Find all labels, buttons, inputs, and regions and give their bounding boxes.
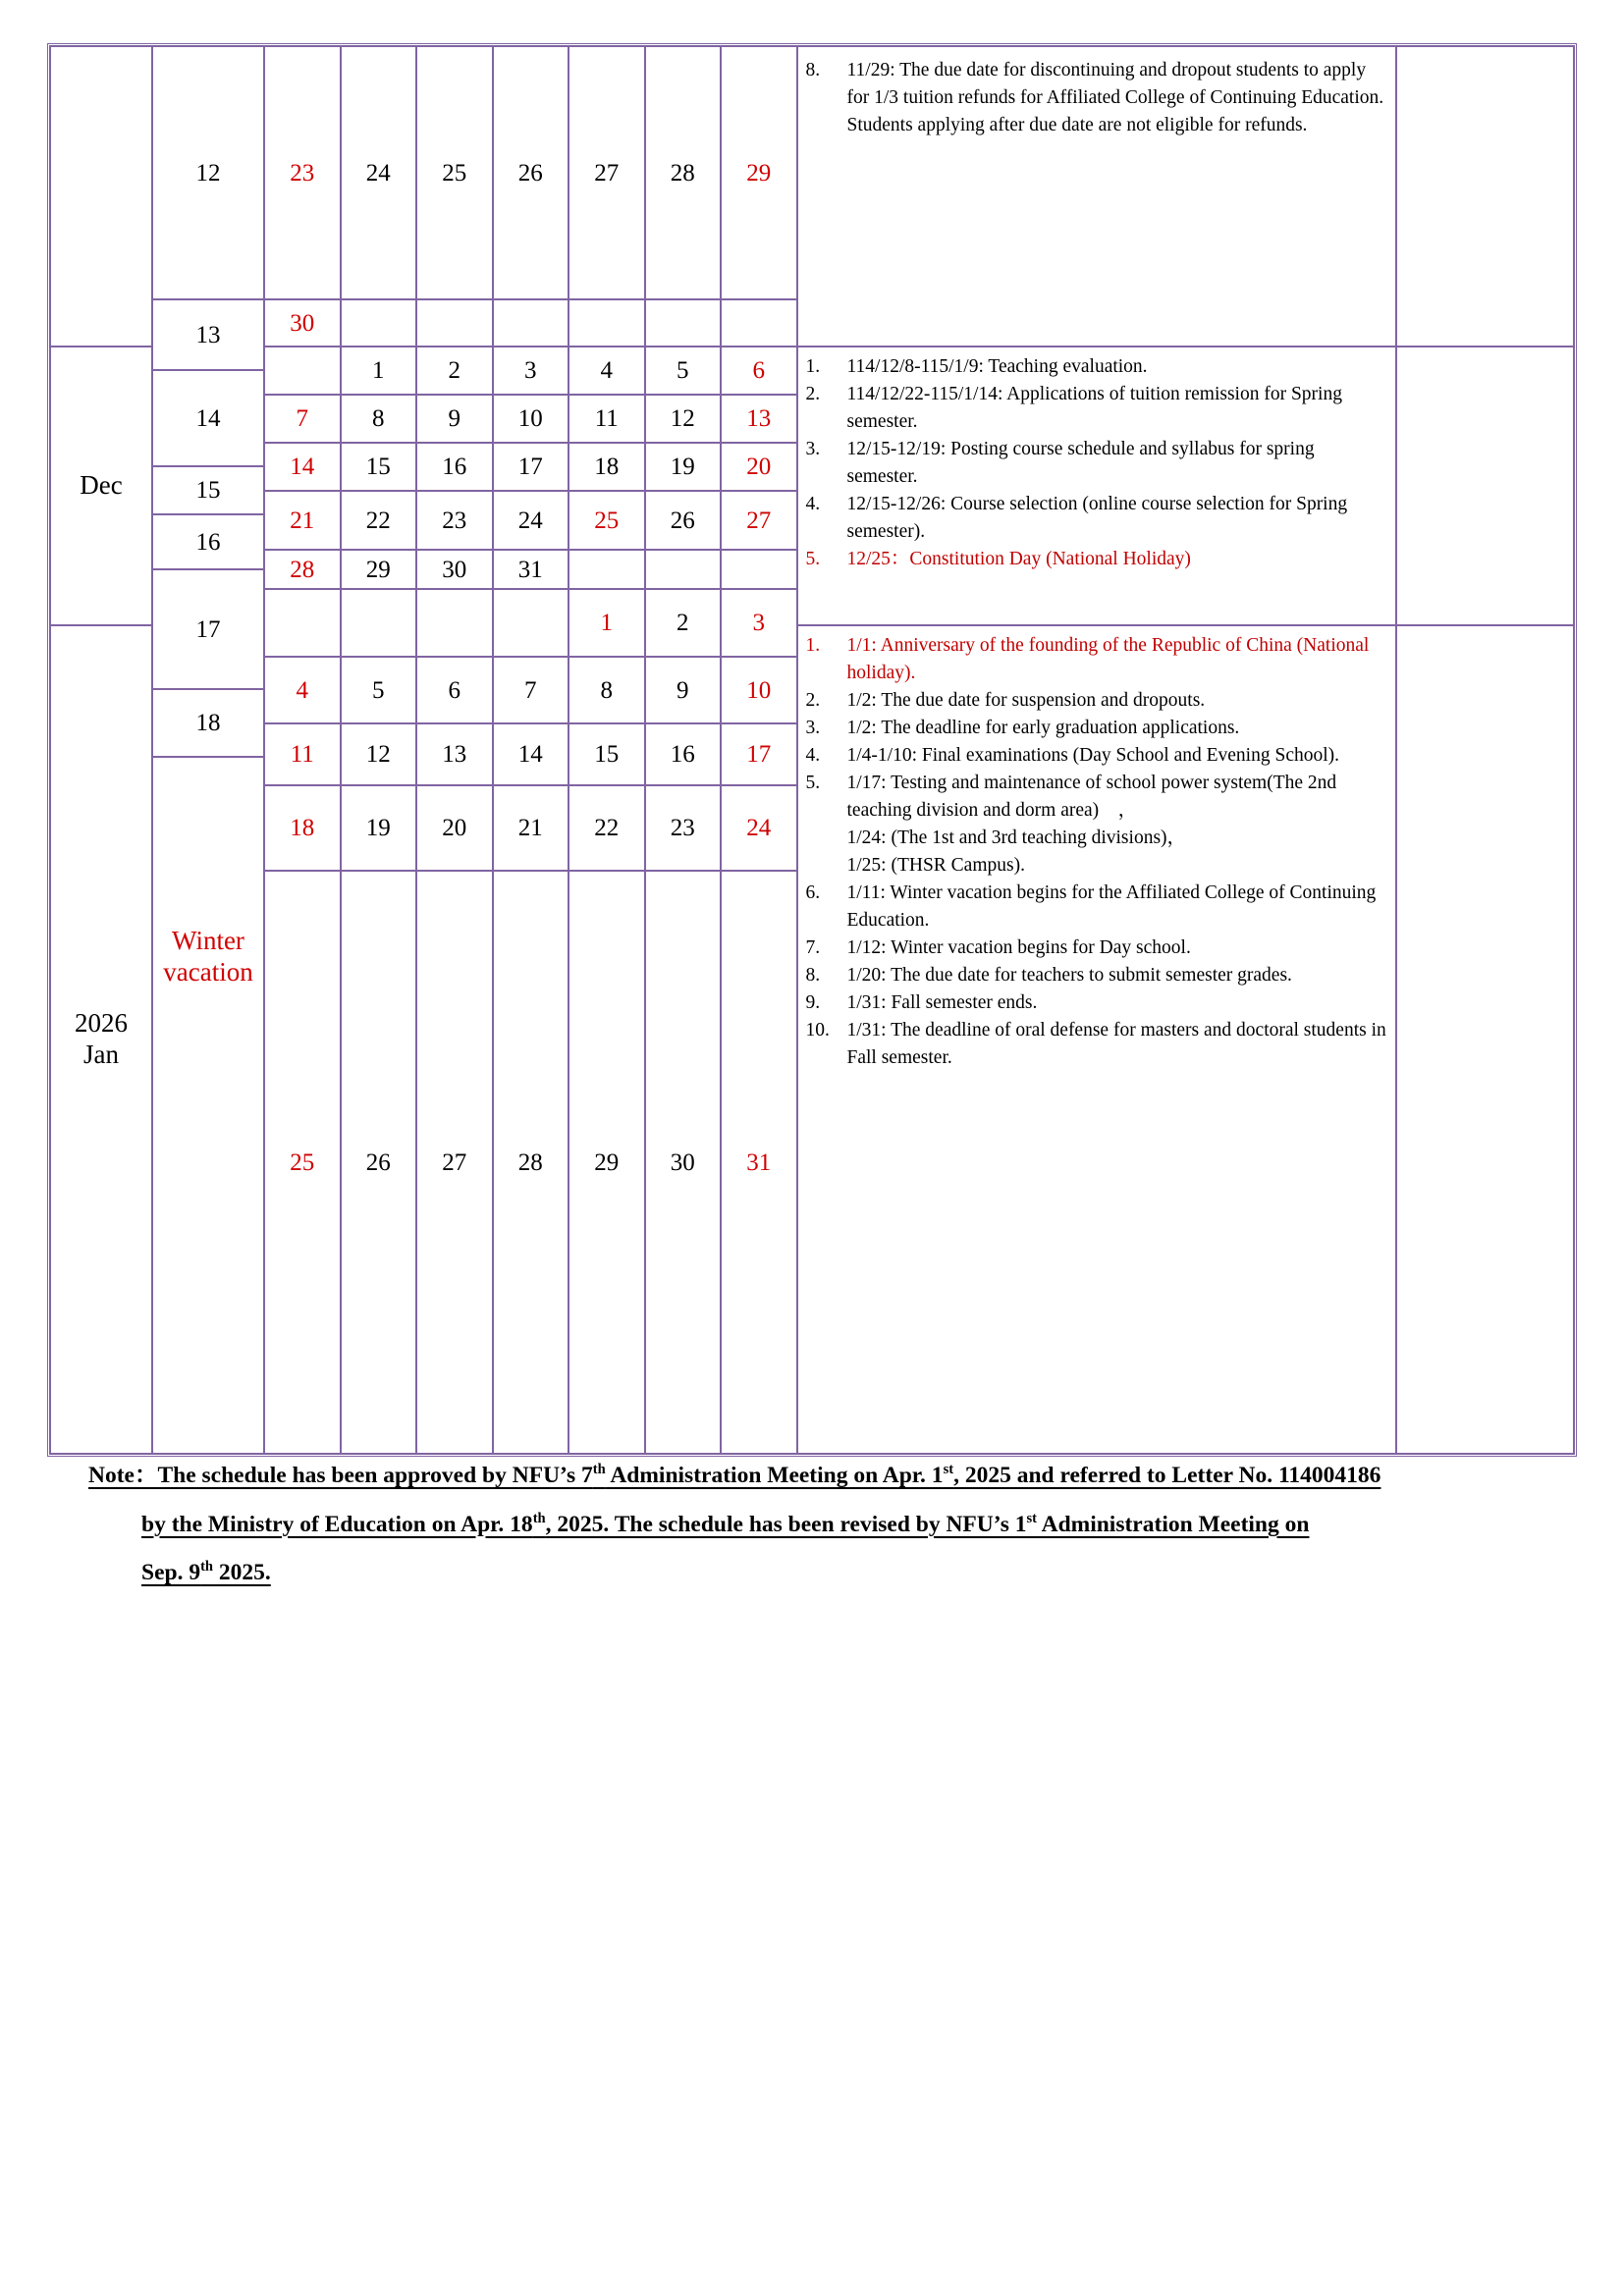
day-cell[interactable]	[645, 871, 722, 1454]
day-number: 31	[746, 1148, 772, 1176]
day-cell[interactable]	[341, 443, 417, 491]
day-cell[interactable]	[568, 395, 645, 443]
note-text: 1/24: (The 1st and 3rd teaching divisions)，	[846, 827, 1187, 848]
day-number: 23	[670, 815, 695, 841]
note-item	[806, 880, 1389, 934]
month-block-nov	[50, 46, 152, 347]
note-text: 1/12: Winter vacation begins for Day school.	[846, 936, 1191, 958]
day-cell[interactable]	[568, 491, 645, 550]
note-index: 5.	[805, 772, 821, 793]
note-index	[806, 825, 847, 852]
note-text: 12/15-12/19: Posting course schedule and syllabus for spring semester.	[846, 438, 1315, 487]
week-number: 12	[195, 159, 221, 187]
day-cell[interactable]	[416, 491, 493, 550]
day-cell[interactable]	[341, 395, 417, 443]
note-item	[806, 852, 1389, 880]
day-number: 1	[372, 357, 385, 384]
notes-block-nov	[797, 46, 1396, 347]
day-cell[interactable]	[645, 46, 722, 299]
day-number: 2	[677, 610, 689, 636]
day-cell[interactable]	[416, 723, 493, 785]
winter-vacation-line2: vacation	[163, 957, 253, 988]
week-cell-17	[152, 569, 264, 689]
footer-line2-sup2: st	[1026, 1510, 1038, 1526]
day-number: 9	[677, 676, 689, 704]
note-index: 1.	[805, 356, 821, 377]
month-block-dec	[50, 347, 152, 625]
day-number: 26	[365, 1148, 391, 1176]
day-cell[interactable]	[341, 46, 417, 299]
day-cell[interactable]	[568, 589, 645, 657]
note-index: 9.	[805, 991, 821, 1013]
day-cell[interactable]	[568, 550, 645, 589]
week-cell-14	[152, 370, 264, 466]
note-index: 6.	[805, 881, 821, 903]
note-item	[806, 715, 1389, 742]
week-number: 18	[195, 710, 221, 736]
day-number: 27	[746, 507, 772, 534]
day-cell[interactable]	[493, 491, 569, 550]
note-text: 1/25: (THSR Campus).	[846, 854, 1025, 876]
week-number: 14	[195, 404, 221, 432]
day-cell[interactable]	[493, 299, 569, 347]
day-cell[interactable]	[493, 550, 569, 589]
day-number: 28	[290, 556, 315, 583]
footer-line-3	[47, 1559, 1579, 1585]
week-number: 15	[195, 477, 221, 504]
day-cell[interactable]	[721, 491, 797, 550]
notes-block-dec	[797, 347, 1396, 625]
note-item	[806, 742, 1389, 770]
day-number: 20	[442, 815, 467, 841]
winter-vacation-label	[163, 925, 252, 988]
day-number: 11	[290, 741, 314, 768]
day-cell[interactable]	[645, 723, 722, 785]
day-cell[interactable]	[645, 589, 722, 657]
day-number: 24	[365, 159, 391, 187]
day-number: 8	[372, 405, 385, 432]
note-text: 12/15-12/26: Course selection (online course selection for Spring semester).	[846, 493, 1348, 542]
day-number: 24	[517, 507, 543, 534]
day-number: 11	[594, 405, 619, 432]
note-index: 2.	[805, 689, 821, 711]
day-cell[interactable]	[493, 657, 569, 723]
day-cell[interactable]	[721, 347, 797, 395]
day-cell[interactable]	[568, 871, 645, 1454]
day-cell[interactable]	[493, 347, 569, 395]
day-cell[interactable]	[416, 657, 493, 723]
note-text: 114/12/8-115/1/9: Teaching evaluation.	[846, 356, 1148, 377]
day-number: 27	[442, 1148, 467, 1176]
day-number: 2	[448, 357, 460, 384]
day-number: 4	[296, 676, 308, 704]
tail-cell-jan	[1396, 625, 1575, 1454]
day-cell[interactable]	[568, 443, 645, 491]
note-text: 11/29: The due date for discontinuing and dropout students to apply for 1/3 tuition refunds for Affiliated College of Continuing Education. Students applying after due date are not eligible for refunds.	[846, 60, 1384, 135]
day-cell[interactable]	[721, 299, 797, 347]
day-cell[interactable]	[568, 299, 645, 347]
day-cell[interactable]	[493, 589, 569, 657]
note-index: 4.	[805, 493, 821, 514]
day-number: 24	[746, 815, 772, 841]
footer-line1-a: Note：The schedule has been approved by NFU’s 7	[88, 1463, 593, 1488]
day-cell[interactable]	[264, 443, 341, 491]
note-text: 1/1: Anniversary of the founding of the Republic of China (National holiday).	[846, 635, 1370, 683]
day-cell[interactable]	[645, 443, 722, 491]
footer-line2-a: by the Ministry of Education on Apr. 18	[141, 1511, 533, 1537]
day-number: 16	[670, 741, 695, 768]
day-cell[interactable]	[416, 347, 493, 395]
day-cell[interactable]	[721, 46, 797, 299]
day-number: 28	[670, 159, 695, 187]
note-index: 8.	[805, 60, 821, 80]
day-cell[interactable]	[341, 299, 417, 347]
note-item	[806, 57, 1389, 139]
day-cell[interactable]	[645, 347, 722, 395]
week-cell-16	[152, 514, 264, 569]
day-number: 17	[746, 741, 772, 768]
note-text: 1/2: The deadline for early graduation applications.	[846, 717, 1240, 738]
day-cell[interactable]	[721, 550, 797, 589]
day-number: 26	[517, 159, 543, 187]
note-item	[806, 436, 1389, 491]
week-number: 17	[195, 615, 221, 643]
footer-line2-sup1: th	[532, 1510, 546, 1526]
day-number: 22	[365, 507, 391, 534]
calendar-table	[47, 43, 1577, 1457]
day-cell[interactable]	[341, 723, 417, 785]
day-number: 30	[670, 1148, 695, 1176]
day-number: 8	[600, 676, 613, 704]
footer-line-1	[47, 1462, 1579, 1488]
month-label-year: 2026	[75, 1008, 128, 1039]
week-number: 13	[195, 321, 221, 348]
day-number: 16	[442, 454, 467, 480]
day-cell[interactable]	[416, 46, 493, 299]
note-item	[806, 381, 1389, 436]
day-number: 15	[594, 741, 620, 768]
day-number: 18	[290, 815, 315, 841]
note-item	[806, 962, 1389, 989]
week-cell-13	[152, 299, 264, 370]
note-text: 114/12/22-115/1/14: Applications of tuition remission for Spring semester.	[846, 383, 1342, 432]
day-number: 15	[365, 454, 391, 480]
day-cell[interactable]	[568, 785, 645, 871]
day-number: 27	[594, 159, 620, 187]
day-number: 7	[524, 676, 537, 704]
day-number: 12	[670, 405, 695, 432]
day-cell[interactable]	[568, 657, 645, 723]
day-number: 10	[517, 405, 543, 432]
day-cell[interactable]	[721, 723, 797, 785]
day-number: 19	[670, 454, 695, 480]
day-number: 13	[746, 405, 772, 432]
week-cell-18	[152, 689, 264, 757]
day-number: 3	[524, 357, 537, 384]
day-number: 31	[517, 556, 543, 583]
day-number: 23	[290, 159, 315, 187]
note-text: 1/31: The deadline of oral defense for masters and doctoral students in Fall semester.	[846, 1019, 1386, 1068]
day-cell[interactable]	[493, 395, 569, 443]
day-number: 5	[677, 357, 689, 384]
day-cell[interactable]	[721, 589, 797, 657]
day-number: 10	[746, 676, 772, 704]
day-number: 28	[517, 1148, 543, 1176]
day-number: 30	[290, 309, 315, 337]
note-item	[806, 825, 1389, 852]
note-index	[806, 852, 847, 880]
note-item	[806, 353, 1389, 381]
day-number: 6	[448, 676, 460, 704]
day-number: 4	[600, 357, 613, 384]
day-cell[interactable]	[493, 443, 569, 491]
notes-block-jan	[797, 625, 1396, 1454]
day-cell[interactable]	[416, 785, 493, 871]
note-text: 1/2: The due date for suspension and dropouts.	[846, 689, 1206, 711]
note-item	[806, 989, 1389, 1017]
note-index: 3.	[805, 717, 821, 738]
footer-line3-a: Sep. 9	[141, 1560, 201, 1585]
day-cell[interactable]	[721, 871, 797, 1454]
footer-note	[47, 1462, 1579, 1611]
day-cell[interactable]	[341, 347, 417, 395]
footer-line3-b: 2025.	[213, 1560, 271, 1585]
note-index: 7.	[805, 936, 821, 958]
day-number: 19	[365, 815, 391, 841]
day-cell[interactable]	[416, 589, 493, 657]
day-cell[interactable]	[645, 550, 722, 589]
day-cell[interactable]	[341, 550, 417, 589]
day-number: 25	[442, 159, 467, 187]
day-cell[interactable]	[645, 491, 722, 550]
day-cell[interactable]	[416, 550, 493, 589]
day-cell[interactable]	[645, 299, 722, 347]
day-number: 12	[365, 741, 391, 768]
month-label	[75, 1008, 128, 1071]
day-number: 14	[290, 454, 315, 480]
footer-line3-sup: th	[200, 1559, 214, 1575]
day-cell[interactable]	[416, 395, 493, 443]
day-number: 7	[296, 405, 308, 432]
month-label-name: Jan	[83, 1040, 119, 1069]
day-cell[interactable]	[264, 785, 341, 871]
day-cell[interactable]	[264, 871, 341, 1454]
note-text: 1/11: Winter vacation begins for the Affiliated College of Continuing Education.	[846, 881, 1377, 931]
note-item	[806, 1017, 1389, 1072]
day-number: 29	[746, 159, 772, 187]
tail-cell-dec	[1396, 347, 1575, 625]
day-number: 3	[752, 610, 765, 636]
day-number: 21	[517, 815, 543, 841]
note-index: 1.	[805, 635, 821, 656]
footer-line1-b: Administration Meeting on Apr. 1	[605, 1463, 944, 1488]
winter-vacation-line1: Winter	[172, 926, 244, 955]
day-number: 17	[517, 454, 543, 480]
day-cell[interactable]	[721, 785, 797, 871]
day-cell[interactable]	[341, 589, 417, 657]
note-index: 8.	[805, 964, 821, 986]
day-cell[interactable]	[493, 46, 569, 299]
day-cell[interactable]	[264, 657, 341, 723]
day-cell[interactable]	[416, 443, 493, 491]
day-cell[interactable]	[341, 491, 417, 550]
day-number: 13	[442, 741, 467, 768]
day-number: 18	[594, 454, 620, 480]
day-cell[interactable]	[645, 395, 722, 443]
day-cell[interactable]	[341, 785, 417, 871]
week-cell-15	[152, 466, 264, 514]
day-cell[interactable]	[264, 299, 341, 347]
footer-line1-sup1: th	[592, 1462, 606, 1478]
footer-line-2	[47, 1510, 1579, 1537]
tail-cell-nov	[1396, 46, 1575, 347]
note-text: 1/31: Fall semester ends.	[846, 991, 1038, 1013]
footer-line1-sup2: st	[943, 1462, 954, 1478]
month-label: Dec	[80, 470, 123, 501]
note-text: 1/20: The due date for teachers to submit semester grades.	[846, 964, 1292, 986]
note-item	[806, 770, 1389, 825]
footer-line2-c: Administration Meeting on	[1037, 1511, 1310, 1537]
note-item	[806, 934, 1389, 962]
day-number: 25	[594, 507, 620, 534]
day-cell[interactable]	[493, 723, 569, 785]
note-item	[806, 491, 1389, 546]
note-index: 2.	[805, 383, 821, 404]
day-cell[interactable]	[264, 723, 341, 785]
day-number: 29	[365, 556, 391, 583]
day-number: 25	[290, 1148, 315, 1176]
day-number: 22	[594, 815, 620, 841]
day-cell[interactable]	[568, 723, 645, 785]
day-number: 14	[517, 741, 543, 768]
day-number: 1	[600, 610, 613, 636]
footer-line1-c: , 2025 and referred to Letter No. 114004186	[953, 1463, 1381, 1488]
day-cell[interactable]	[264, 46, 341, 299]
day-cell[interactable]	[341, 871, 417, 1454]
calendar-grid	[50, 46, 1574, 1454]
day-number: 30	[442, 556, 467, 583]
day-number: 5	[372, 676, 385, 704]
note-text: 12/25：Constitution Day (National Holiday)	[846, 548, 1191, 569]
day-number: 9	[448, 405, 460, 432]
note-text: 1/4-1/10: Final examinations (Day School and Evening School).	[846, 744, 1340, 766]
day-cell[interactable]	[721, 395, 797, 443]
day-number: 20	[746, 454, 772, 480]
note-text: 1/17: Testing and maintenance of school power system(The 2nd teaching division and dorm area) ，	[846, 772, 1337, 821]
note-index: 3.	[805, 438, 821, 459]
day-number: 21	[290, 507, 315, 534]
month-block-jan	[50, 625, 152, 1454]
footer-line2-b: , 2025. The schedule has been revised by NFU’s 1	[545, 1511, 1027, 1537]
note-item	[806, 687, 1389, 715]
day-number: 6	[752, 357, 765, 384]
day-cell[interactable]	[568, 46, 645, 299]
note-item	[806, 632, 1389, 687]
day-number: 29	[594, 1148, 620, 1176]
week-cell-12	[152, 46, 264, 299]
day-cell[interactable]	[493, 785, 569, 871]
day-cell[interactable]	[416, 871, 493, 1454]
day-cell[interactable]	[645, 657, 722, 723]
winter-vacation-cell	[152, 757, 264, 1454]
day-cell[interactable]	[416, 299, 493, 347]
day-cell[interactable]	[341, 657, 417, 723]
week-number: 16	[195, 528, 221, 556]
day-cell[interactable]	[264, 347, 341, 395]
day-cell[interactable]	[493, 871, 569, 1454]
day-cell[interactable]	[264, 491, 341, 550]
day-cell[interactable]	[721, 443, 797, 491]
day-cell[interactable]	[721, 657, 797, 723]
day-number: 26	[670, 507, 695, 534]
day-cell[interactable]	[264, 395, 341, 443]
note-item	[806, 546, 1389, 573]
note-index: 4.	[805, 744, 821, 766]
note-index: 10.	[805, 1019, 830, 1041]
day-cell[interactable]	[264, 550, 341, 589]
day-cell[interactable]	[645, 785, 722, 871]
day-cell[interactable]	[264, 589, 341, 657]
note-index: 5.	[805, 548, 821, 569]
day-cell[interactable]	[568, 347, 645, 395]
day-number: 23	[442, 507, 467, 534]
